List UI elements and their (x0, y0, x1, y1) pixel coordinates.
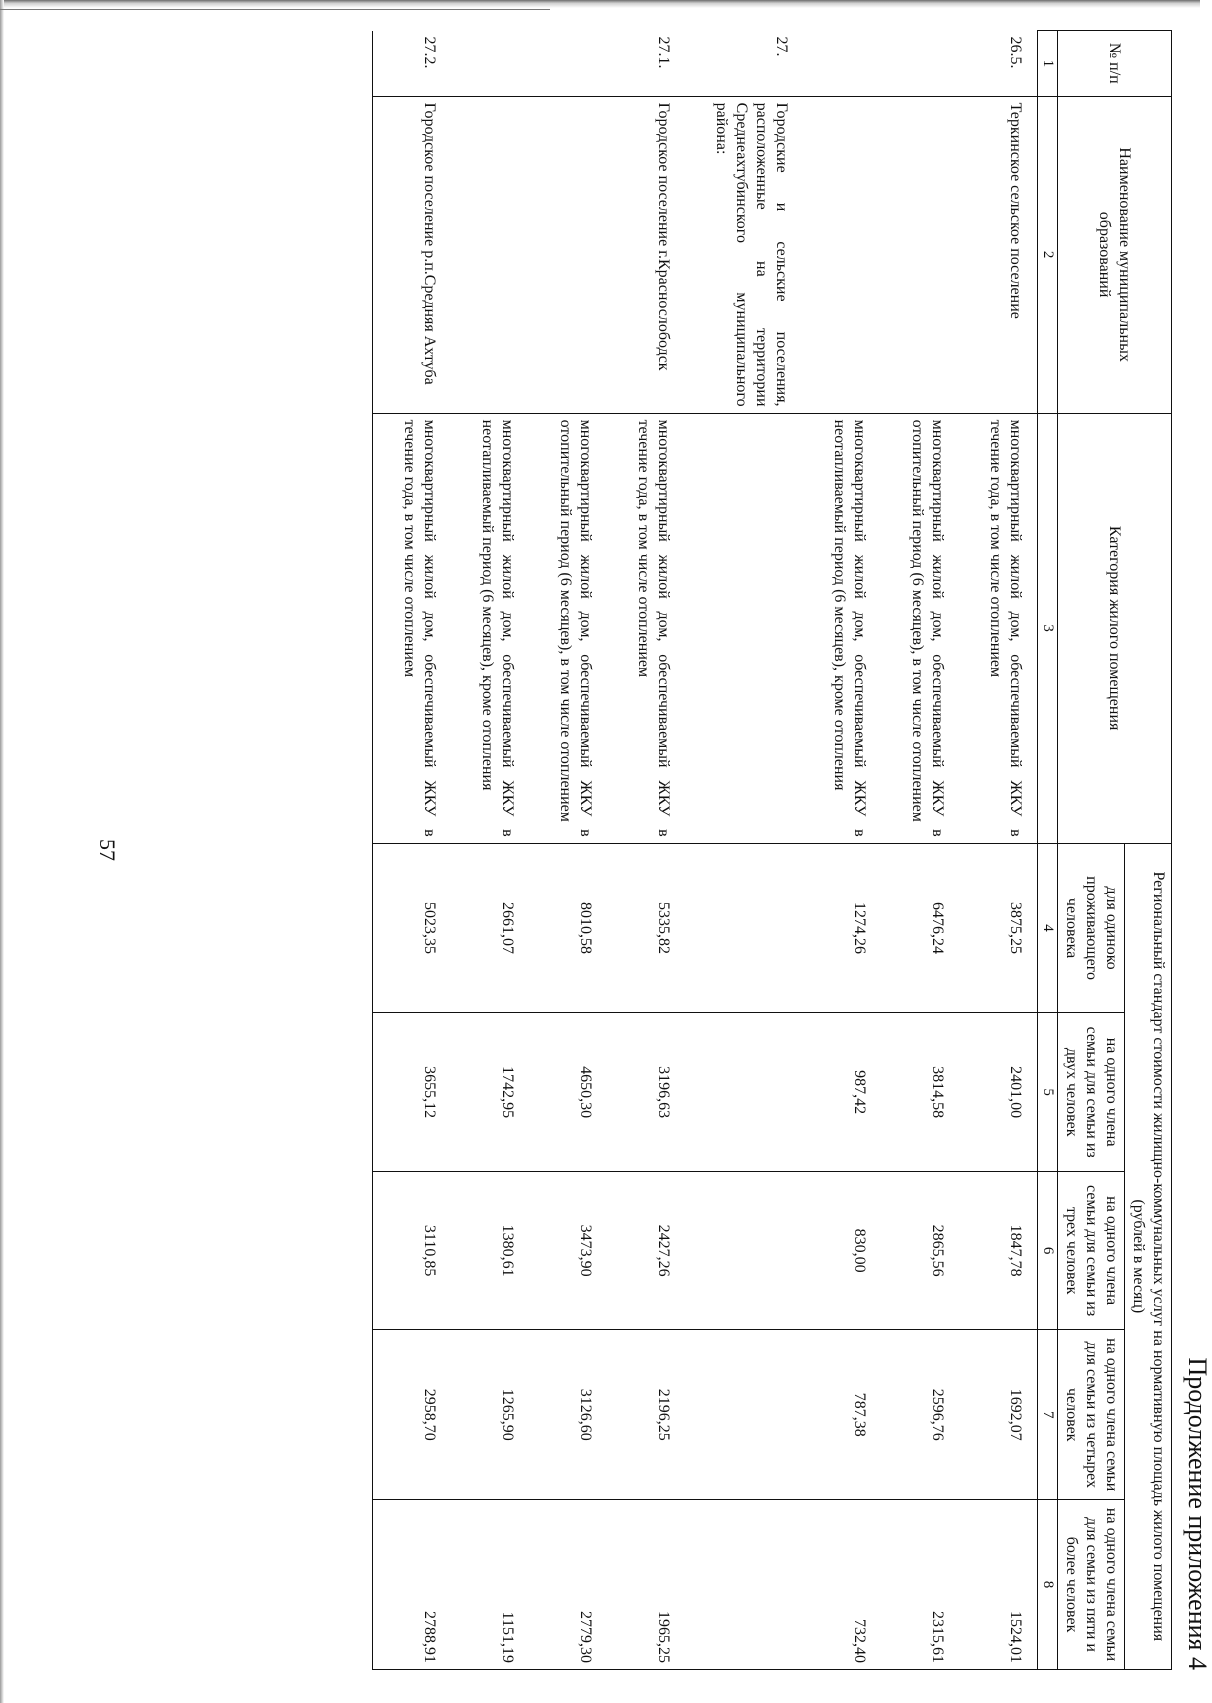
value-single-person: 3875,25 (959, 843, 1038, 1013)
column-number: 5 (1038, 1013, 1058, 1171)
row-number: 27.2. (373, 31, 452, 97)
value-four-person: 2596,76 (881, 1330, 959, 1500)
municipality-name: Городское поселение р.п.Средняя Ахтуба (373, 96, 452, 413)
table-row (803, 31, 881, 1670)
continuation-title: Продолжение приложения 4 (1183, 1357, 1212, 1670)
header-three-person-family: на одного члена семьи для семьи из трех человек (1058, 1171, 1125, 1329)
column-number: 8 (1038, 1500, 1058, 1670)
value-five-plus: 2788,91 (373, 1500, 452, 1670)
value-three-person: 2865,56 (881, 1171, 959, 1329)
value-single-person: 6476,24 (881, 843, 959, 1013)
column-number: 3 (1038, 413, 1058, 843)
column-number: 2 (1038, 96, 1058, 413)
value-four-person: 787,38 (803, 1330, 881, 1500)
value-single-person: 5335,82 (607, 843, 685, 1013)
table-row (373, 31, 452, 1670)
value-five-plus: 1151,19 (451, 1500, 529, 1670)
table-row (881, 31, 959, 1670)
value-three-person: 1380,61 (451, 1171, 529, 1329)
row-number: 27. (685, 31, 803, 97)
value-four-person (685, 1330, 803, 1500)
municipality-name: Городское поселение г.Краснослободск (607, 96, 685, 413)
value-single-person: 5023,35 (373, 843, 452, 1013)
value-three-person (685, 1171, 803, 1329)
value-two-person: 987,42 (803, 1013, 881, 1171)
value-five-plus: 732,40 (803, 1500, 881, 1670)
header-number: № п/п (1058, 31, 1172, 97)
table-row (685, 31, 803, 1670)
municipality-name (881, 96, 959, 413)
header-five-plus-family: на одного члена семьи для семьи из пяти и более человек (1058, 1500, 1125, 1670)
value-three-person: 830,00 (803, 1171, 881, 1329)
housing-cost-table (372, 30, 1172, 1670)
value-three-person: 3110,85 (373, 1171, 452, 1329)
value-two-person: 4650,30 (529, 1013, 607, 1171)
value-two-person: 3196,63 (607, 1013, 685, 1171)
housing-category: многоквартирный жилой дом, обеспечиваемый ЖКУ в течение года, в том числе отоплением (373, 413, 452, 843)
row-number (451, 31, 529, 97)
column-number: 4 (1038, 843, 1058, 1013)
housing-category: многоквартирный жилой дом, обеспечиваемый ЖКУ в течение года, в том числе отоплением (607, 413, 685, 843)
value-two-person (685, 1013, 803, 1171)
value-single-person: 2661,07 (451, 843, 529, 1013)
row-number (803, 31, 881, 97)
housing-category: многоквартирный жилой дом, обеспечиваемый ЖКУ в неотапливаемый период (6 месяцев), кроме отопления (451, 413, 529, 843)
municipality-name: Теркинское сельское поселение (959, 96, 1038, 413)
value-two-person: 1742,95 (451, 1013, 529, 1171)
value-five-plus: 1524,01 (959, 1500, 1038, 1670)
value-three-person: 3473,90 (529, 1171, 607, 1329)
value-four-person: 3126,60 (529, 1330, 607, 1500)
row-number: 26.5. (959, 31, 1038, 97)
value-single-person: 1274,26 (803, 843, 881, 1013)
housing-category: многоквартирный жилой дом, обеспечиваемый ЖКУ в течение года, в том числе отоплением (959, 413, 1038, 843)
column-number: 7 (1038, 1330, 1058, 1500)
municipality-name (803, 96, 881, 413)
value-five-plus (685, 1500, 803, 1670)
value-three-person: 2427,26 (607, 1171, 685, 1329)
housing-category: многоквартирный жилой дом, обеспечиваемый ЖКУ в отопительный период (6 месяцев), в том числе отоплением (529, 413, 607, 843)
row-number (881, 31, 959, 97)
page-number: 57 (95, 839, 120, 861)
housing-category: многоквартирный жилой дом, обеспечиваемый ЖКУ в отопительный период (6 месяцев), в том числе отоплением (881, 413, 959, 843)
table-row (607, 31, 685, 1670)
header-two-person-family: на одного члена семьи для семьи из двух человек (1058, 1013, 1125, 1171)
row-number: 27.1. (607, 31, 685, 97)
table-row (959, 31, 1038, 1670)
header-municipality-name: Наименование муниципальных образований (1058, 96, 1172, 413)
row-number (529, 31, 607, 97)
value-five-plus: 2779,30 (529, 1500, 607, 1670)
housing-category: многоквартирный жилой дом, обеспечиваемый ЖКУ в неотапливаемый период (6 месяцев), кроме отопления (803, 413, 881, 843)
value-two-person: 3814,58 (881, 1013, 959, 1171)
value-single-person (685, 843, 803, 1013)
value-five-plus: 1965,25 (607, 1500, 685, 1670)
municipality-name (451, 96, 529, 413)
header-housing-category: Категория жилого помещения (1058, 413, 1172, 843)
value-two-person: 2401,00 (959, 1013, 1038, 1171)
header-four-person-family: на одного члена семьи для семьи из четырех человек (1058, 1330, 1125, 1500)
value-four-person: 1265,90 (451, 1330, 529, 1500)
value-five-plus: 2315,61 (881, 1500, 959, 1670)
table-row (529, 31, 607, 1670)
value-four-person: 2196,25 (607, 1330, 685, 1500)
value-two-person: 3655,12 (373, 1013, 452, 1171)
column-number: 6 (1038, 1171, 1058, 1329)
housing-category (685, 413, 803, 843)
value-three-person: 1847,78 (959, 1171, 1038, 1329)
value-four-person: 1692,07 (959, 1330, 1038, 1500)
table-row (451, 31, 529, 1670)
column-number-row (1038, 31, 1058, 1670)
column-number: 1 (1038, 31, 1058, 97)
municipality-name: Городские и сельские поселения, расположенные на территории Среднеахтубинского муниципального района: (685, 96, 803, 413)
municipality-name (529, 96, 607, 413)
value-single-person: 8010,58 (529, 843, 607, 1013)
header-single-person: для одиноко проживающего человека (1058, 843, 1125, 1013)
header-regional-standard: Региональный стандарт стоимости жилищно-коммунальных услуг на нормативную площадь жилого помещения (рублей в месяц) (1125, 843, 1172, 1669)
value-four-person: 2958,70 (373, 1330, 452, 1500)
